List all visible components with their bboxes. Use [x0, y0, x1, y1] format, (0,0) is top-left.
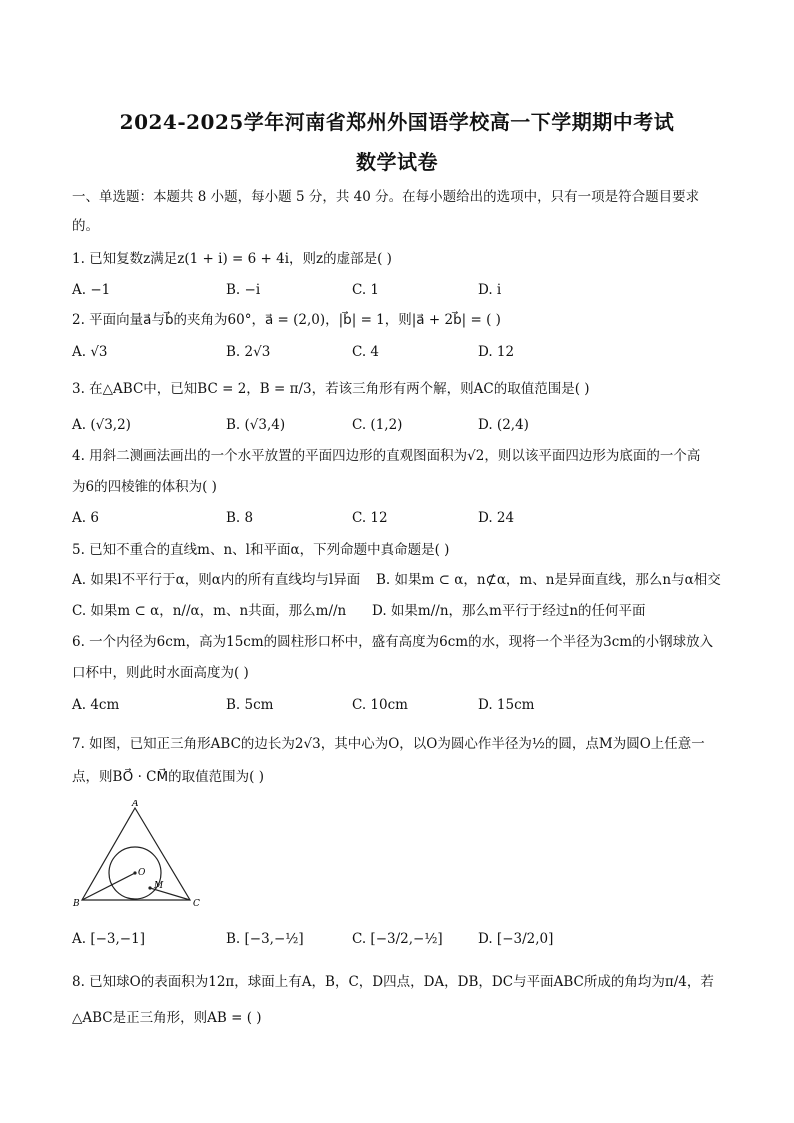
label-a: A — [132, 800, 139, 809]
question-1-option-d: D. i — [478, 282, 502, 298]
label-c: C — [193, 899, 200, 909]
question-5-stem: 5. 已知不重合的直线m、n、l和平面α，下列命题中真命题是( ) — [72, 542, 450, 558]
question-6-option-a: A. 4cm — [72, 697, 120, 713]
question-1-option-b: B. −i — [226, 282, 261, 298]
question-7-stem: 7. 如图，已知正三角形ABC的边长为2√3，其中心为O，以O为圆心作半径为½的圆，点M为圆O上任意一 — [72, 736, 705, 752]
question-7-option-c: C. [−3/2,−½] — [352, 931, 443, 947]
question-1-stem: 1. 已知复数z满足z(1 + i) = 6 + 4i，则z的虚部是( ) — [72, 251, 392, 267]
exam-subtitle: 数学试卷 — [356, 150, 438, 174]
question-4-option-a: A. 6 — [72, 510, 99, 526]
question-1-option-a: A. −1 — [72, 282, 111, 298]
exam-title: 2024-2025学年河南省郑州外国语学校高一下学期期中考试 — [119, 110, 675, 134]
question-7-option-a: A. [−3,−1] — [72, 931, 145, 947]
question-4-option-b: B. 8 — [226, 510, 254, 526]
label-m: M — [154, 881, 164, 891]
question-8-stem-cont: △ABC是正三角形，则AB = ( ) — [72, 1010, 262, 1026]
question-2-option-a: A. √3 — [72, 344, 108, 360]
question-6-stem-cont: 口杯中，则此时水面高度为( ) — [72, 665, 249, 681]
question-3-option-c: C. (1,2) — [352, 417, 403, 433]
question-7-stem-cont: 点，则BO⃗ · CM⃗的取值范围为( ) — [72, 769, 264, 785]
question-4-stem-cont: 为6的四棱锥的体积为( ) — [72, 479, 217, 495]
question-7-option-b: B. [−3,−½] — [226, 931, 304, 947]
question-2-option-d: D. 12 — [478, 344, 515, 360]
question-4-stem: 4. 用斜二测画法画出的一个水平放置的平面四边形的直观图面积为√2，则以该平面四边形为底面的一个高 — [72, 448, 701, 464]
label-b: B — [73, 899, 80, 909]
question-5-option-b: B. 如果m ⊂ α，n⊄α，m、n是异面直线，那么n与α相交 — [376, 572, 721, 588]
section-heading-cont: 的。 — [72, 218, 99, 234]
question-5-option-c: C. 如果m ⊂ α，n//α，m、n共面，那么m//n — [72, 603, 347, 619]
point-o — [133, 871, 136, 874]
question-6-option-d: D. 15cm — [478, 697, 535, 713]
question-5-option-d: D. 如果m//n，那么m平行于经过n的任何平面 — [372, 603, 646, 619]
question-1-option-c: C. 1 — [352, 282, 380, 298]
question-6-option-c: C. 10cm — [352, 697, 408, 713]
section-heading: 一、单选题：本题共 8 小题，每小题 5 分，共 40 分。在每小题给出的选项中，只有一项是符合题目要求 — [72, 189, 700, 205]
question-3-option-b: B. (√3,4) — [226, 417, 286, 433]
question-2-stem: 2. 平面向量a⃗与b⃗的夹角为60°，a⃗ = (2,0)，|b⃗| = 1，则|a⃗ + 2b⃗| = ( ) — [72, 312, 501, 328]
question-4-option-c: C. 12 — [352, 510, 388, 526]
question-3-stem: 3. 在△ABC中，已知BC = 2，B = π/3，若该三角形有两个解，则AC的取值范围是( ) — [72, 381, 590, 397]
question-2-option-c: C. 4 — [352, 344, 380, 360]
question-5-option-a: A. 如果l不平行于α，则α内的所有直线均与l异面 — [72, 572, 361, 588]
label-o: O — [138, 868, 146, 878]
triangle-figure — [72, 800, 202, 910]
question-4-option-d: D. 24 — [478, 510, 515, 526]
question-3-option-d: D. (2,4) — [478, 417, 529, 433]
question-3-option-a: A. (√3,2) — [72, 417, 131, 433]
question-6-stem: 6. 一个内径为6cm，高为15cm的圆柱形口杯中，盛有高度为6cm的水，现将一个半径为3cm的小钢球放入 — [72, 634, 714, 650]
question-2-option-b: B. 2√3 — [226, 344, 271, 360]
question-8-stem: 8. 已知球O的表面积为12π，球面上有A，B，C，D四点，DA，DB，DC与平面ABC所成的角均为π/4，若 — [72, 974, 714, 990]
question-6-option-b: B. 5cm — [226, 697, 274, 713]
point-m — [148, 886, 151, 889]
question-7-option-d: D. [−3/2,0] — [478, 931, 554, 947]
triangle-abc — [82, 808, 190, 900]
